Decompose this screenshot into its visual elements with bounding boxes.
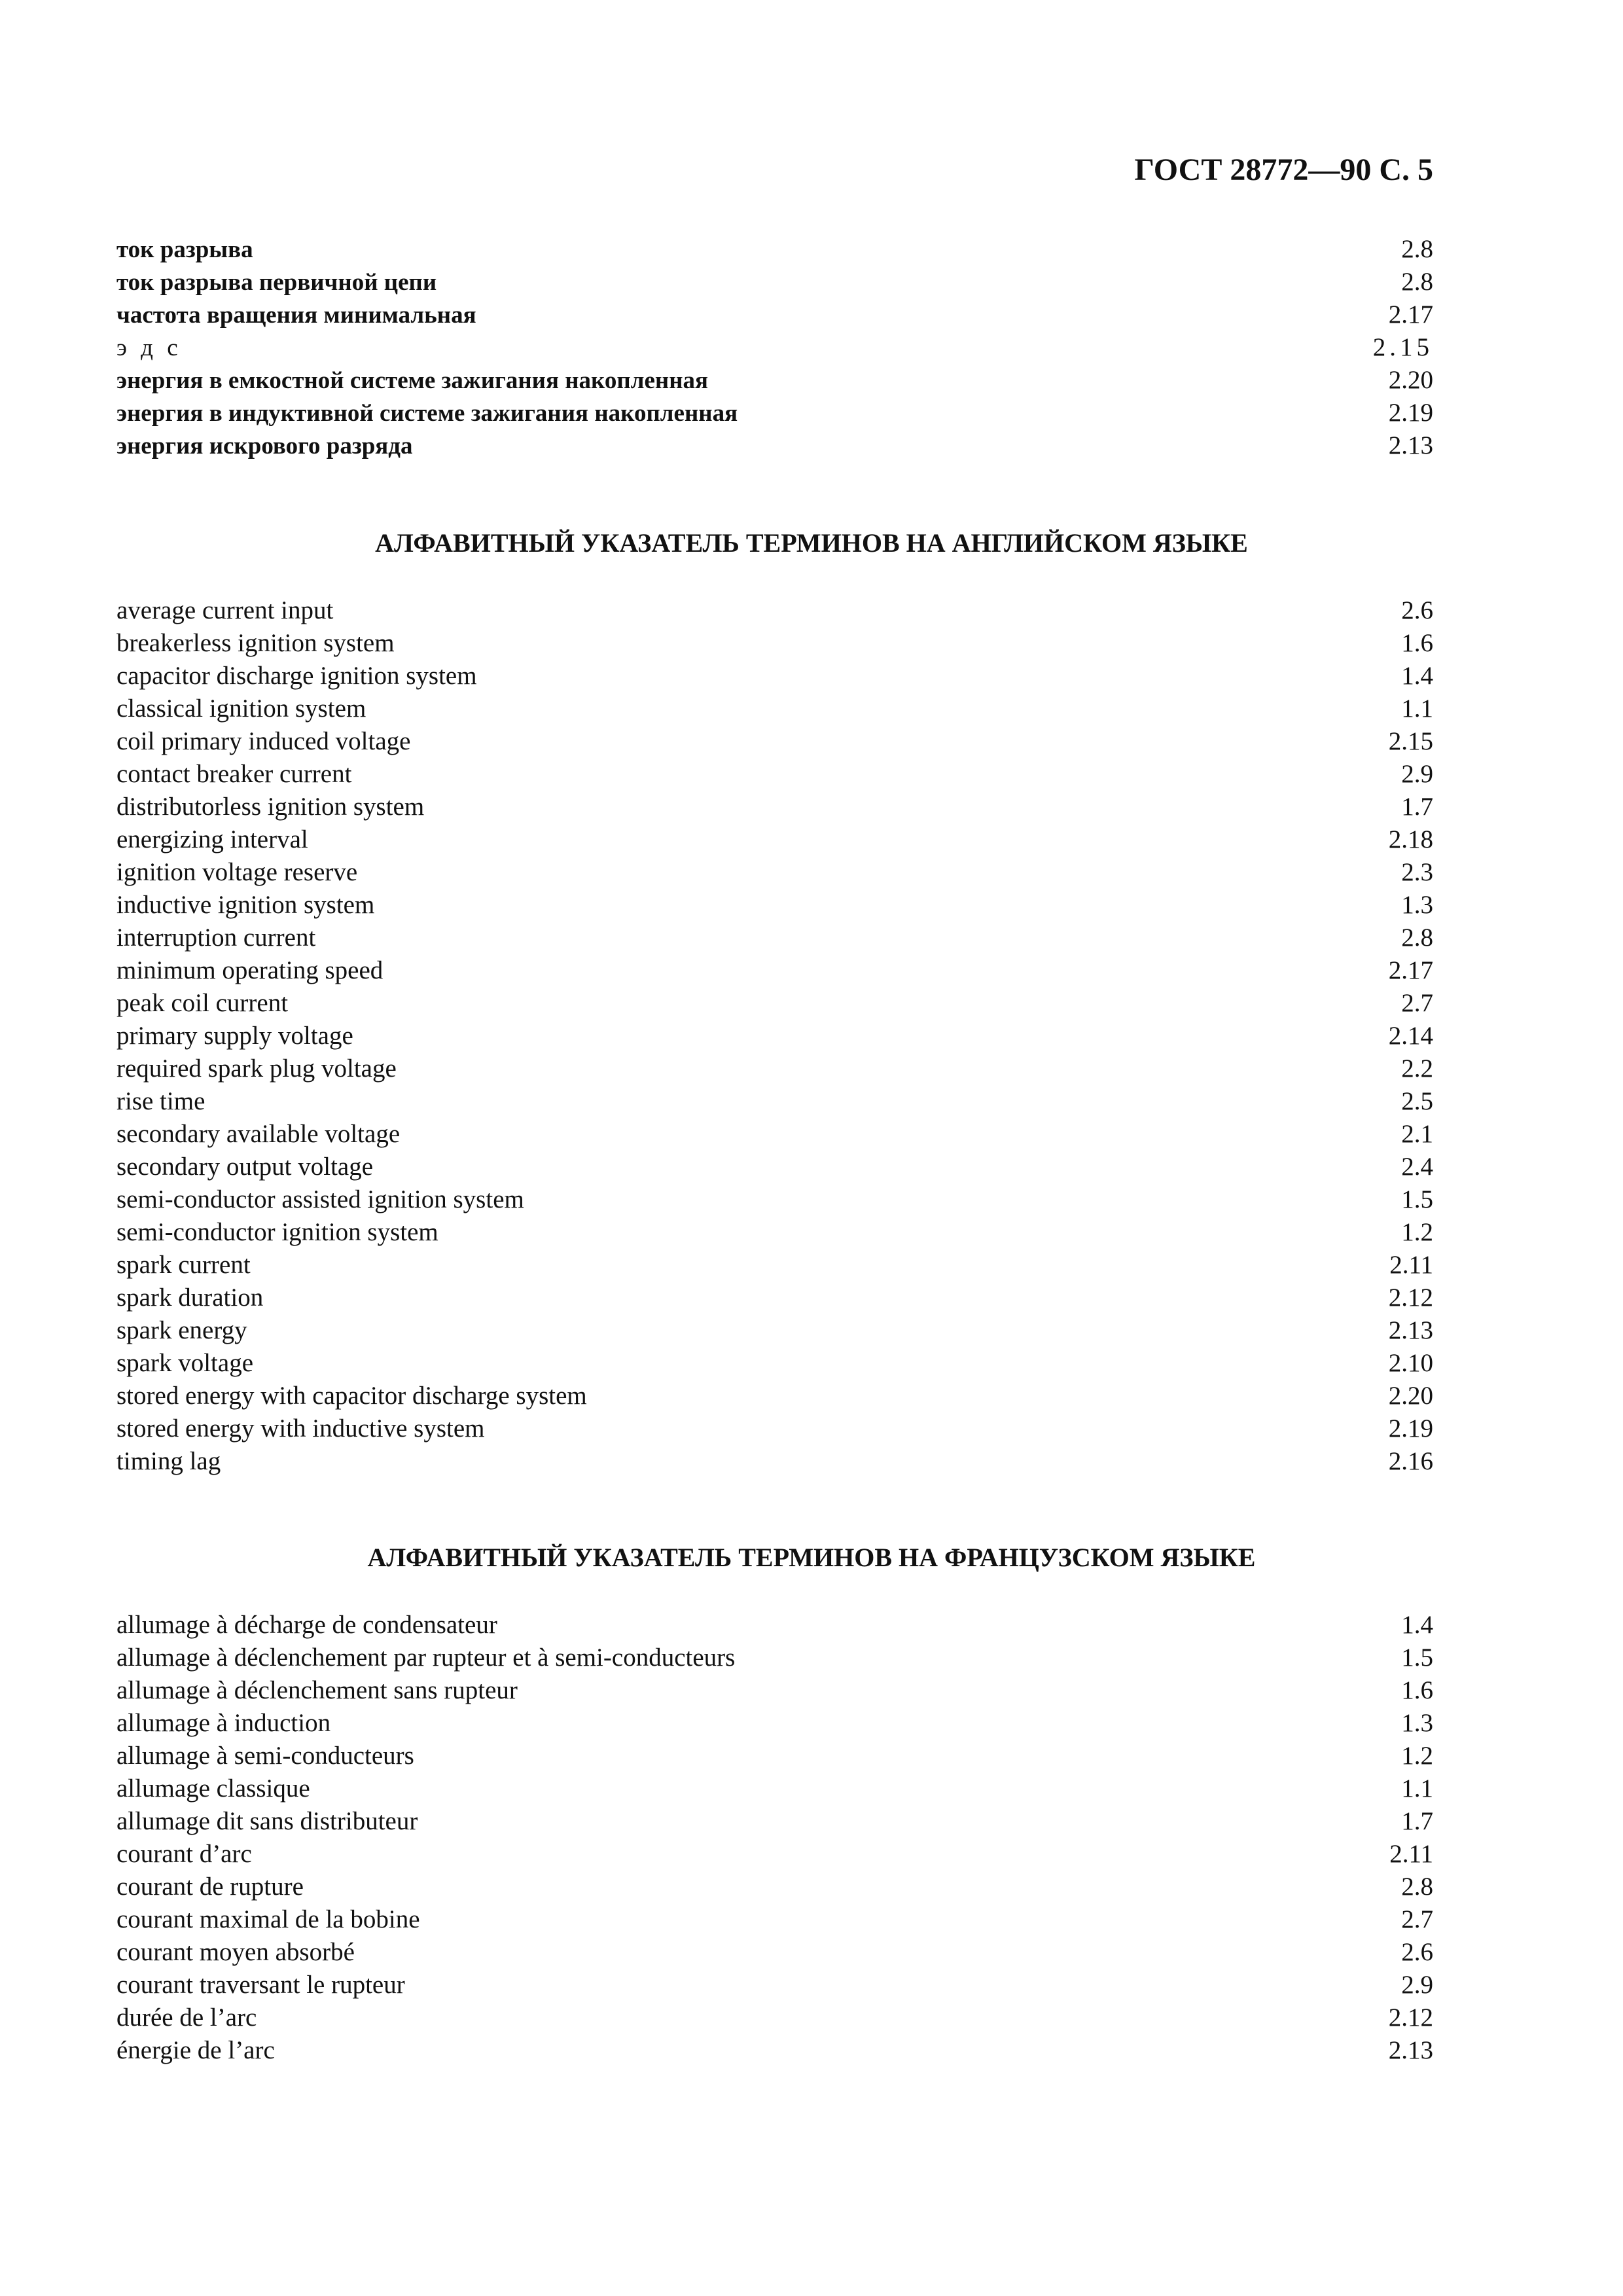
index-term: capacitor discharge ignition system <box>116 662 477 690</box>
index-reference: 1.6 <box>1401 629 1433 657</box>
index-entry <box>116 987 1433 1020</box>
index-term: allumage classique <box>116 1774 310 1803</box>
index-reference: 2.15 <box>1388 727 1433 755</box>
index-entry <box>116 2034 1433 2067</box>
index-entry <box>116 1740 1433 1772</box>
russian-index-tail <box>116 233 1433 462</box>
index-reference: 2.18 <box>1388 825 1433 853</box>
index-reference: 2.16 <box>1388 1447 1433 1475</box>
english-index-title: АЛФАВИТНЫЙ УКАЗАТЕЛЬ ТЕРМИНОВ НА АНГЛИЙСКОМ ЯЗЫКЕ <box>375 528 1248 558</box>
index-reference: 1.6 <box>1401 1676 1433 1704</box>
index-term: timing lag <box>116 1447 221 1475</box>
index-reference: 2.6 <box>1401 596 1433 624</box>
index-reference: 2.1 <box>1401 1120 1433 1148</box>
index-reference: 2.20 <box>1388 366 1433 394</box>
index-reference: 2.7 <box>1401 989 1433 1017</box>
index-term: ток разрыва первичной цепи <box>116 269 437 296</box>
index-term: rise time <box>116 1087 205 1115</box>
index-term: courant maximal de la bobine <box>116 1905 420 1933</box>
index-term: частота вращения минимальная <box>116 302 476 329</box>
index-term: semi-conductor ignition system <box>116 1218 438 1246</box>
index-entry <box>116 1380 1433 1412</box>
index-entry <box>116 889 1433 922</box>
index-entry <box>116 2001 1433 2034</box>
index-term: stored energy with capacitor discharge system <box>116 1382 587 1410</box>
index-term: classical ignition system <box>116 694 366 723</box>
english-index-list <box>116 594 1433 1478</box>
index-entry <box>116 1118 1433 1151</box>
index-reference: 2.13 <box>1388 2036 1433 2064</box>
index-term: energizing interval <box>116 825 308 853</box>
index-reference: 2.20 <box>1388 1382 1433 1410</box>
index-reference: 1.7 <box>1401 1807 1433 1835</box>
index-entry <box>116 1151 1433 1183</box>
index-term: spark current <box>116 1251 251 1279</box>
index-term: courant moyen absorbé <box>116 1938 355 1966</box>
index-reference: 2.15 <box>1372 333 1433 361</box>
index-term: courant traversant le rupteur <box>116 1971 405 1999</box>
index-term: allumage à semi-conducteurs <box>116 1742 414 1770</box>
index-entry <box>116 1347 1433 1380</box>
index-entry <box>116 594 1433 627</box>
index-reference: 2.17 <box>1388 300 1433 329</box>
index-entry <box>116 298 1433 331</box>
index-reference: 2.7 <box>1401 1905 1433 1933</box>
index-entry <box>116 331 1433 364</box>
index-term: allumage à déclenchement sans rupteur <box>116 1676 518 1704</box>
index-term: courant de rupture <box>116 1873 304 1901</box>
index-entry <box>116 1412 1433 1445</box>
index-reference: 2.8 <box>1401 235 1433 263</box>
index-reference: 2.3 <box>1401 858 1433 886</box>
index-reference: 1.2 <box>1401 1742 1433 1770</box>
index-entry <box>116 1216 1433 1249</box>
index-reference: 2.10 <box>1388 1349 1433 1377</box>
index-entry <box>116 1314 1433 1347</box>
index-reference: 1.3 <box>1401 1709 1433 1737</box>
index-term: coil primary induced voltage <box>116 727 411 755</box>
index-term: spark energy <box>116 1316 247 1344</box>
index-reference: 2.9 <box>1401 760 1433 788</box>
index-reference: 2.13 <box>1388 431 1433 459</box>
french-index-title: АЛФАВИТНЫЙ УКАЗАТЕЛЬ ТЕРМИНОВ НА ФРАНЦУЗСКОМ ЯЗЫКЕ <box>367 1543 1256 1572</box>
index-reference: 2.5 <box>1401 1087 1433 1115</box>
index-term: contact breaker current <box>116 760 352 788</box>
index-entry <box>116 1085 1433 1118</box>
index-reference: 1.4 <box>1401 1611 1433 1639</box>
index-reference: 1.3 <box>1401 891 1433 919</box>
index-entry <box>116 725 1433 758</box>
index-reference: 2.12 <box>1388 2003 1433 2032</box>
index-term: secondary available voltage <box>116 1120 401 1148</box>
index-reference: 2.11 <box>1389 1840 1433 1868</box>
index-entry <box>116 823 1433 856</box>
index-reference: 2.2 <box>1401 1054 1433 1083</box>
index-term: distributorless ignition system <box>116 793 425 821</box>
index-entry <box>116 1445 1433 1478</box>
index-term: энергия в индуктивной системе зажигания накопленная <box>116 400 738 427</box>
index-reference: 2.19 <box>1388 399 1433 427</box>
index-term: allumage à déclenchement par rupteur et à semi-conducteurs <box>116 1643 736 1672</box>
index-term: peak coil current <box>116 989 289 1017</box>
index-reference: 2.4 <box>1401 1153 1433 1181</box>
index-term: allumage à induction <box>116 1709 331 1737</box>
index-entry <box>116 1020 1433 1052</box>
index-entry <box>116 1707 1433 1740</box>
index-entry <box>116 1969 1433 2001</box>
index-reference: 2.8 <box>1401 1873 1433 1901</box>
index-term: average current input <box>116 596 334 624</box>
index-reference: 2.14 <box>1388 1022 1433 1050</box>
index-reference: 2.11 <box>1389 1251 1433 1279</box>
index-term: allumage dit sans distributeur <box>116 1807 418 1835</box>
index-term: энергия в емкостной системе зажигания накопленная <box>116 367 709 394</box>
index-term: semi-conductor assisted ignition system <box>116 1185 524 1213</box>
index-entry <box>116 1183 1433 1216</box>
index-reference: 1.1 <box>1401 694 1433 723</box>
index-entry <box>116 692 1433 725</box>
index-entry <box>116 1674 1433 1707</box>
index-reference: 2.13 <box>1388 1316 1433 1344</box>
index-term: spark duration <box>116 1283 264 1312</box>
index-reference: 2.17 <box>1388 956 1433 984</box>
index-term: allumage à décharge de condensateur <box>116 1611 497 1639</box>
index-term: required spark plug voltage <box>116 1054 397 1083</box>
index-term: courant d’arc <box>116 1840 252 1868</box>
page-header: ГОСТ 28772—90 С. 5 <box>1134 152 1433 187</box>
index-entry <box>116 1052 1433 1085</box>
index-term: énergie de l’arc <box>116 2036 275 2064</box>
index-entry <box>116 1838 1433 1871</box>
index-term: minimum operating speed <box>116 956 383 984</box>
index-entry <box>116 954 1433 987</box>
index-entry <box>116 233 1433 266</box>
index-term: inductive ignition system <box>116 891 375 919</box>
index-reference: 1.5 <box>1401 1643 1433 1672</box>
index-term: primary supply voltage <box>116 1022 353 1050</box>
index-entry <box>116 1903 1433 1936</box>
index-entry <box>116 1249 1433 1282</box>
index-entry <box>116 1805 1433 1838</box>
index-entry <box>116 1282 1433 1314</box>
french-index-list <box>116 1609 1433 2067</box>
index-entry <box>116 758 1433 791</box>
index-reference: 1.7 <box>1401 793 1433 821</box>
index-entry <box>116 1936 1433 1969</box>
index-entry <box>116 266 1433 298</box>
index-reference: 2.8 <box>1401 924 1433 952</box>
index-term: secondary output voltage <box>116 1153 374 1181</box>
index-term: энергия искрового разряда <box>116 433 413 459</box>
index-entry <box>116 364 1433 397</box>
index-term: ignition voltage reserve <box>116 858 358 886</box>
index-entry <box>116 397 1433 429</box>
index-reference: 1.4 <box>1401 662 1433 690</box>
index-term: ток разрыва <box>116 236 253 263</box>
index-reference: 2.8 <box>1401 268 1433 296</box>
index-entry <box>116 856 1433 889</box>
index-entry <box>116 1772 1433 1805</box>
index-entry <box>116 1641 1433 1674</box>
index-entry <box>116 1609 1433 1641</box>
index-reference: 1.5 <box>1401 1185 1433 1213</box>
index-reference: 2.19 <box>1388 1414 1433 1443</box>
index-reference: 2.12 <box>1388 1283 1433 1312</box>
index-entry <box>116 922 1433 954</box>
index-entry <box>116 791 1433 823</box>
index-term: interruption current <box>116 924 316 952</box>
index-reference: 1.1 <box>1401 1774 1433 1803</box>
index-reference: 2.6 <box>1401 1938 1433 1966</box>
index-term: breakerless ignition system <box>116 629 395 657</box>
index-entry <box>116 660 1433 692</box>
index-entry <box>116 429 1433 462</box>
index-reference: 1.2 <box>1401 1218 1433 1246</box>
index-term: э д с <box>116 334 182 361</box>
index-term: stored energy with inductive system <box>116 1414 485 1443</box>
index-reference: 2.9 <box>1401 1971 1433 1999</box>
index-entry <box>116 1871 1433 1903</box>
index-entry <box>116 627 1433 660</box>
index-term: durée de l’arc <box>116 2003 257 2032</box>
index-term: spark voltage <box>116 1349 254 1377</box>
